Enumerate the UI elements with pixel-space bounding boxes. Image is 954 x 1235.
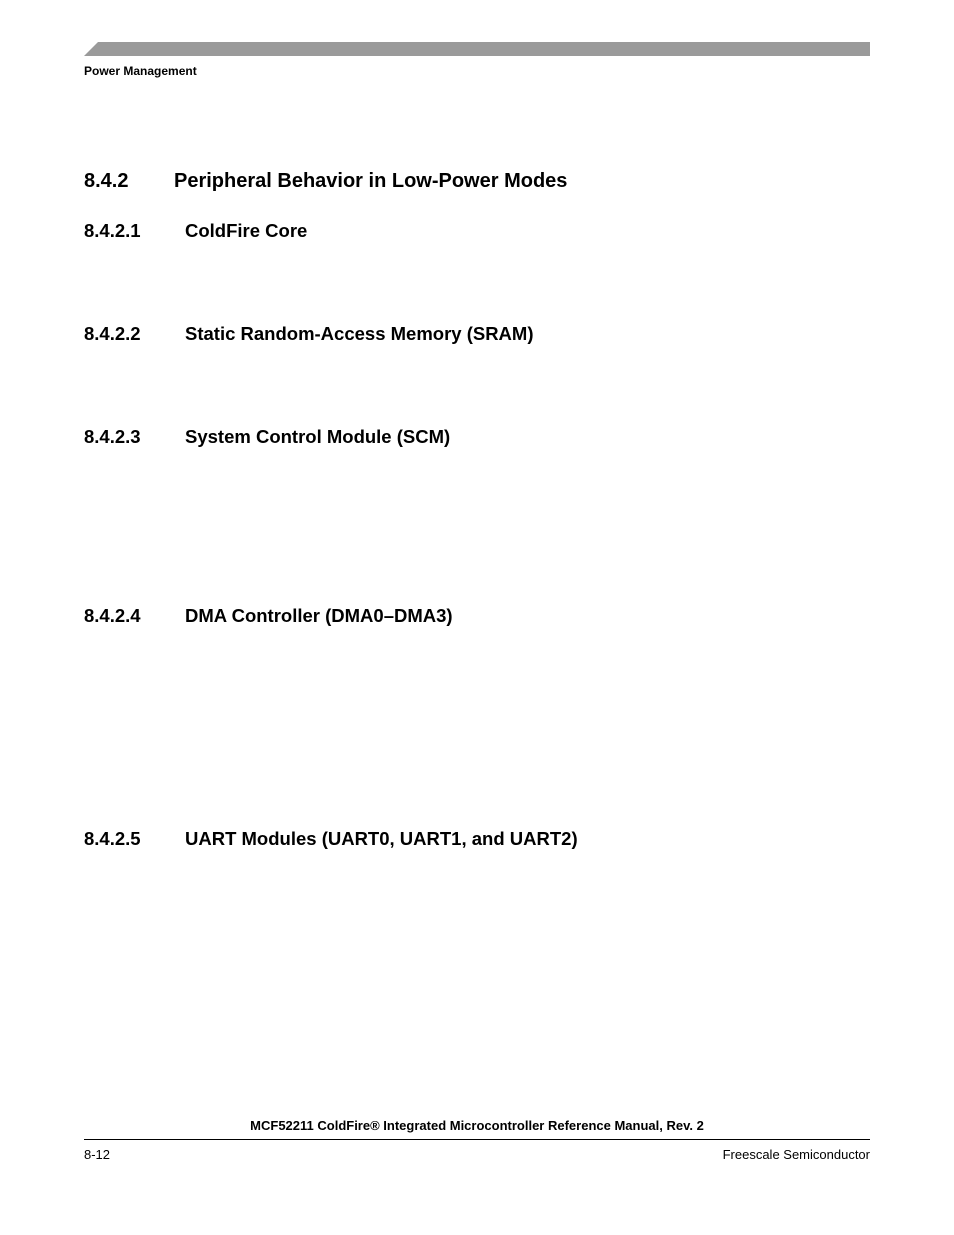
footer-company: Freescale Semiconductor bbox=[722, 1147, 870, 1162]
heading-number: 8.4.2.4 bbox=[84, 605, 141, 626]
heading-number: 8.4.2.2 bbox=[84, 323, 141, 344]
heading-number: 8.4.2.1 bbox=[84, 220, 141, 241]
header-bar bbox=[84, 42, 870, 56]
footer-manual-title: MCF52211 ColdFire® Integrated Microcontroller Reference Manual, Rev. 2 bbox=[250, 1118, 704, 1133]
heading-title: Peripheral Behavior in Low-Power Modes bbox=[174, 170, 568, 192]
header-bar-shape bbox=[84, 42, 870, 56]
heading-title: ColdFire Core bbox=[185, 220, 308, 241]
heading-title: System Control Module (SCM) bbox=[185, 426, 451, 447]
footer-page-number: 8-12 bbox=[84, 1147, 111, 1162]
footer-divider bbox=[84, 1139, 870, 1140]
running-header-section: Power Management bbox=[84, 64, 197, 78]
heading-number: 8.4.2.5 bbox=[84, 828, 141, 849]
heading-title: DMA Controller (DMA0–DMA3) bbox=[185, 605, 453, 626]
heading-title: UART Modules (UART0, UART1, and UART2) bbox=[185, 828, 578, 849]
heading-number: 8.4.2 bbox=[84, 170, 129, 192]
heading-title: Static Random-Access Memory (SRAM) bbox=[185, 323, 534, 344]
heading-number: 8.4.2.3 bbox=[84, 426, 141, 447]
